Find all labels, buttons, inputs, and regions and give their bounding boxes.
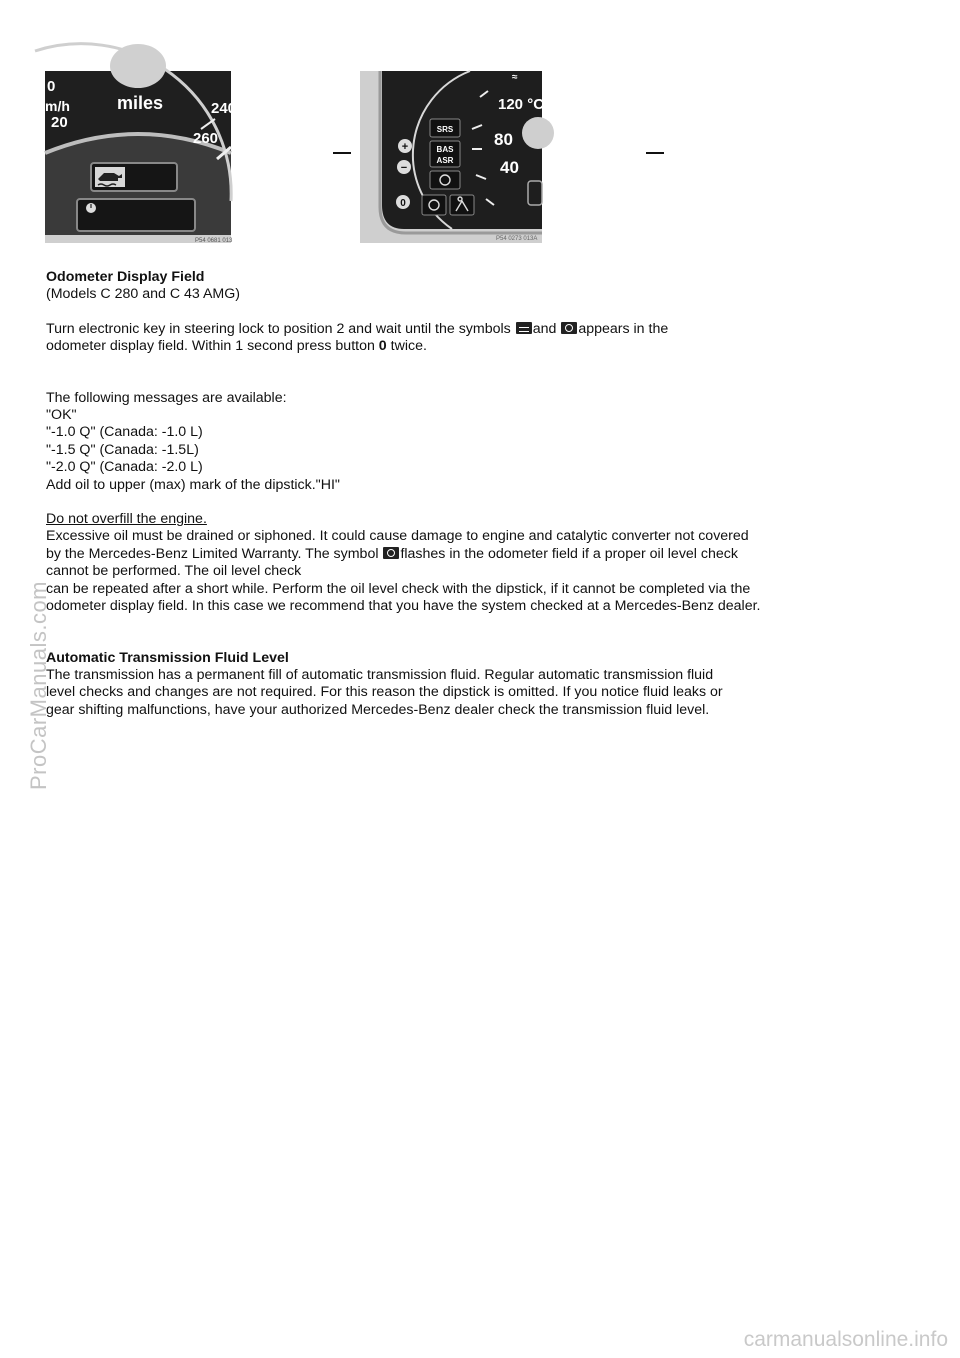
temp-label-120: 120 °C (498, 96, 545, 113)
figure-dash-left (333, 152, 351, 154)
figure-code-left: P54 0681 013 (195, 238, 233, 244)
message-item: "-1.5 Q" (Canada: -1.5L) (46, 441, 199, 458)
brake-indicator-icon (422, 195, 446, 215)
figure-dash-right (646, 152, 664, 154)
transmission-line: level checks and changes are not required. For this reason the dipstick is omitted. If you notice fluid leaks or (46, 684, 723, 701)
odometer-models: (Models C 280 and C 43 AMG) (46, 286, 240, 303)
clock-icon (86, 203, 96, 213)
miles-label: miles (117, 93, 164, 113)
clock-icon (561, 322, 577, 334)
side-watermark: ProCarManuals.com (26, 580, 51, 790)
svg-text:0: 0 (400, 198, 406, 209)
odometer-heading: Odometer Display Field (46, 269, 205, 285)
seatbelt-indicator-icon (450, 195, 474, 215)
speed-label-twenty: 20 (51, 114, 68, 131)
speed-tick-260: 260 (193, 130, 219, 147)
abs-indicator-icon (430, 171, 460, 189)
svg-text:−: − (400, 162, 408, 174)
oil-level-icon (516, 322, 532, 334)
transmission-line: gear shifting malfunctions, have your authorized Mercedes-Benz dealer check the transmission fluid level. (46, 701, 710, 718)
srs-indicator: SRS (436, 125, 454, 134)
minus-button[interactable] (397, 160, 411, 174)
messages-intro: The following messages are available: (46, 389, 287, 406)
clock-icon (383, 547, 399, 559)
instrument-cluster-figure-right (360, 71, 545, 243)
warning-line: by the Mercedes-Benz Limited Warranty. The symbol flashes in the odometer field if a proper oil level check (46, 545, 738, 562)
zero-button[interactable] (396, 195, 410, 209)
temp-label-40: 40 (500, 158, 519, 177)
overfill-warning: Do not overfill the engine. (46, 511, 207, 528)
warning-line: odometer display field. In this case we recommend that you have the system checked at a Mercedes-Benz dealer. (46, 598, 761, 615)
message-item: "OK" (46, 407, 77, 424)
message-item: "-1.0 Q" (Canada: -1.0 L) (46, 424, 203, 441)
warning-line: cannot be performed. The oil level check (46, 563, 302, 580)
odometer-instruction: Turn electronic key in steering lock to position 2 and wait until the symbols and appears in the odometer display field. Within 1 second press button 0 twice. (46, 320, 669, 355)
plus-button[interactable] (398, 139, 412, 153)
button-zero-label: 0 (378, 338, 387, 355)
svg-text:+: + (401, 141, 409, 153)
asr-indicator: ASR (436, 156, 454, 165)
message-item: "-2.0 Q" (Canada: -2.0 L) (46, 459, 203, 476)
instrument-cluster-figure-left (45, 71, 237, 244)
transmission-line: The transmission has a permanent fill of automatic transmission fluid. Regular automatic transmission fluid (46, 666, 714, 683)
oil-level-icon (95, 167, 125, 187)
manual-content (46, 269, 876, 719)
temp-label-80: 80 (494, 130, 513, 149)
transmission-heading: Automatic Transmission Fluid Level (46, 649, 289, 666)
warning-line: can be repeated after a short while. Perform the oil level check with the dipstick, if it cannot be completed via the (46, 580, 751, 597)
speed-unit-label: m/h (45, 98, 70, 114)
warning-line: Excessive oil must be drained or siphoned. It could cause damage to engine and catalytic converter not covered (46, 528, 749, 545)
speed-tick-240: 240 (211, 100, 237, 117)
message-item: Add oil to upper (max) mark of the dipstick."HI" (46, 476, 340, 493)
bottom-watermark: carmanualsonline.info (743, 1328, 948, 1351)
svg-text:≈: ≈ (512, 72, 518, 83)
bas-indicator: BAS (436, 145, 454, 154)
speed-label-zero: 0 (47, 78, 56, 95)
figure-code-right: P54 0273 013A (496, 236, 538, 242)
